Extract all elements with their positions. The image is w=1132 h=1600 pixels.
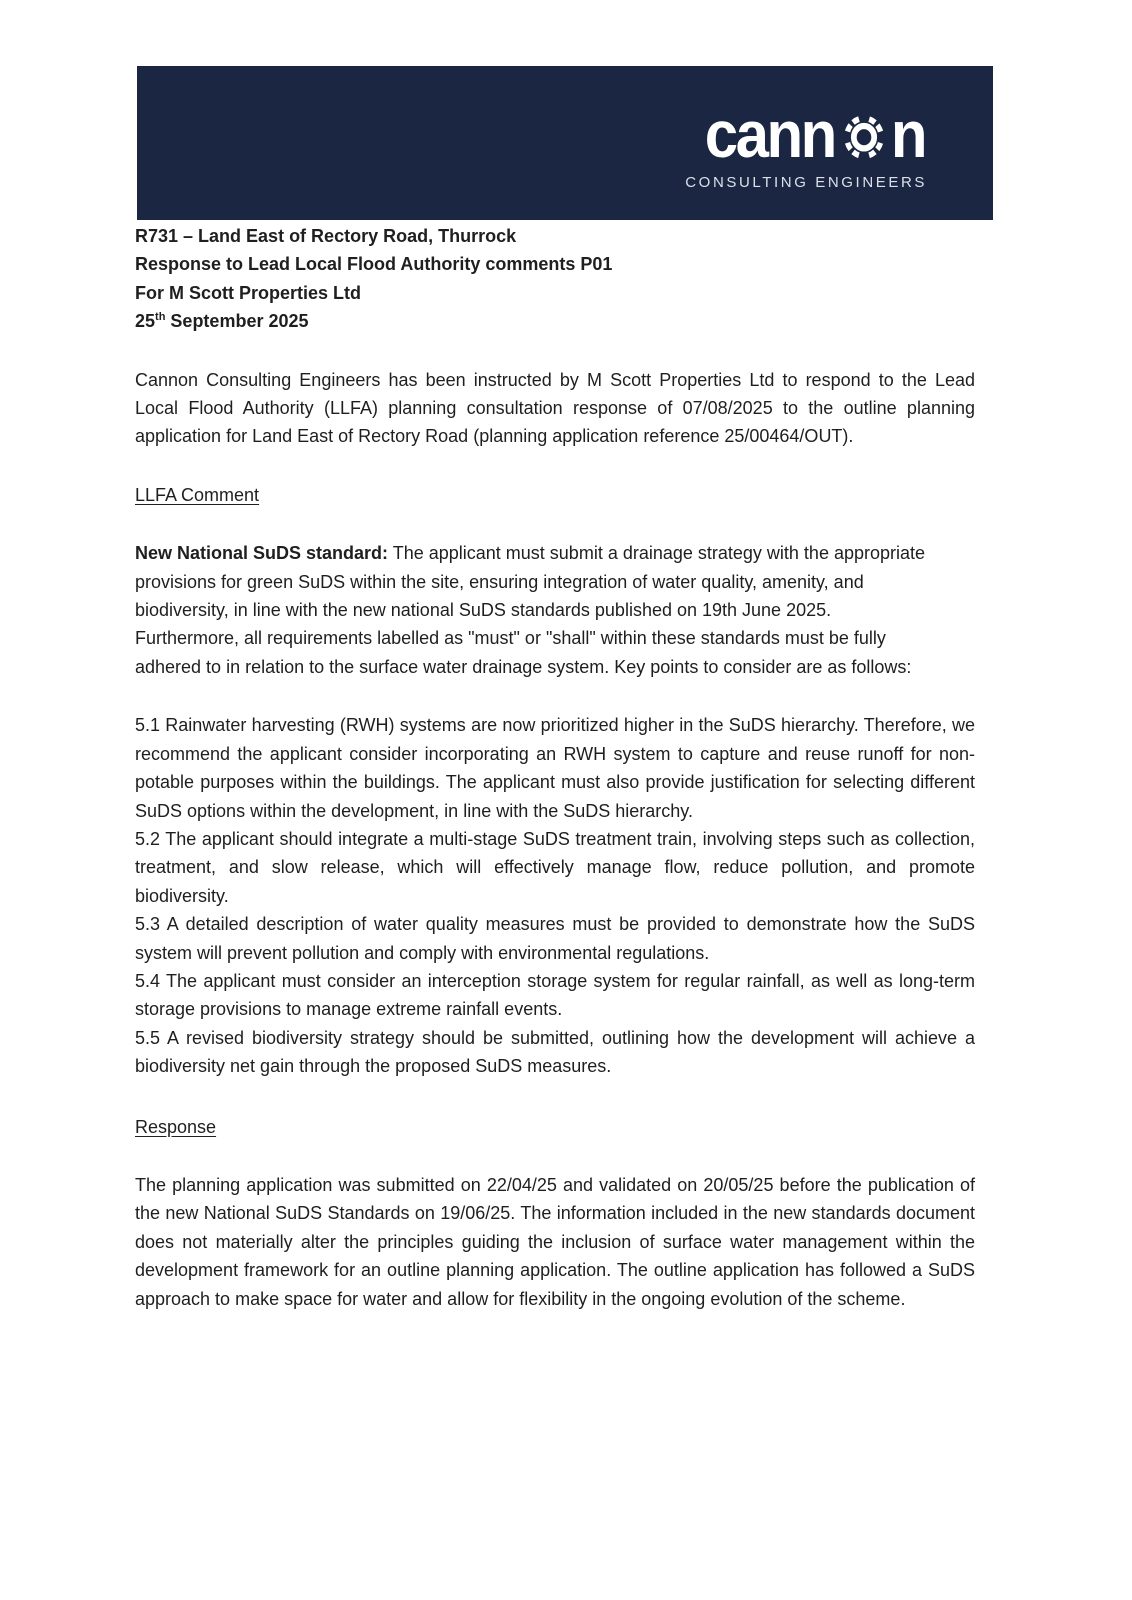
- gear-o-icon: [841, 112, 887, 163]
- suds-standard-label: New National SuDS standard:: [135, 543, 389, 564]
- point-5-4: 5.4 The applicant must consider an interception storage system for regular rainfall, as well as long-term storage provisions to manage extreme rainfall events.: [135, 970, 975, 1020]
- point-5-2: 5.2 The applicant should integrate a multi-stage SuDS treatment train, involving steps such as collection, treatment, and slow release, which will effectively manage flow, reduce pollution, and promote biodiversity.: [135, 828, 975, 906]
- llfa-points-list: [135, 711, 975, 1080]
- logo-text-left: cann: [704, 97, 835, 172]
- date-day: 25: [135, 311, 156, 332]
- point-5-5: 5.5 A revised biodiversity strategy should be submitted, outlining how the development will achieve a biodiversity net gain through the proposed SuDS measures.: [135, 1027, 975, 1077]
- client-line: For M Scott Properties Ltd: [135, 282, 362, 303]
- project-reference-line: R731 – Land East of Rectory Road, Thurrock: [135, 226, 517, 246]
- date-ordinal: th: [155, 311, 166, 324]
- response-heading: Response: [135, 1116, 217, 1137]
- intro-paragraph: Cannon Consulting Engineers has been instructed by M Scott Properties Ltd to respond to the Lead Local Flood Authority (LLFA) planning consultation response of 07/08/2025 to the outline planning application for Land East of Rectory Road (planning application reference 25/00464/OUT).: [135, 369, 975, 447]
- suds-standard-paragraph: [135, 539, 940, 681]
- document-body: [135, 222, 975, 1343]
- document-date: [135, 307, 975, 335]
- company-logo: [685, 97, 927, 191]
- point-5-3: 5.3 A detailed description of water quality measures must be provided to demonstrate how the SuDS system will prevent pollution and comply with environmental regulations.: [135, 914, 975, 963]
- company-header: [137, 66, 993, 220]
- suds-standard-text: The applicant must submit a drainage strategy with the appropriate provisions for green SuDS within the site, ensuring integration of water quality, amenity, and biodiversity, in line with the new national SuDS standards published on 19th June 2025. Furthermore, all requirements labelled as "must" or "shall" within these standards must be fully adhered to in relation to the surface water drainage system. Key points to consider are as follows:: [135, 543, 926, 677]
- date-rest: September 2025: [165, 311, 309, 332]
- title-block: [135, 222, 975, 336]
- document-title-line: Response to Lead Local Flood Authority comments P01: [135, 254, 613, 275]
- logo-text-right: n: [890, 97, 925, 172]
- point-5-1: 5.1 Rainwater harvesting (RWH) systems are now prioritized higher in the SuDS hierarchy. Therefore, we recommend the applicant consider incorporating an RWH system to capture and reuse runoff for non-potable purposes within the buildings. The applicant must also provide justification for selecting different SuDS options within the development, in line with the SuDS hierarchy.: [135, 715, 975, 821]
- company-tagline: CONSULTING ENGINEERS: [685, 174, 927, 191]
- response-paragraph: The planning application was submitted on 22/04/25 and validated on 20/05/25 before the publication of the new National SuDS Standards on 19/06/25. The information included in the new standards document does not materially alter the principles guiding the inclusion of surface water management within the development framework for an outline planning application. The outline application has followed a SuDS approach to make space for water and allow for flexibility in the ongoing evolution of the scheme.: [135, 1174, 975, 1309]
- llfa-comment-heading: LLFA Comment: [135, 484, 260, 505]
- logo-wordmark: [704, 97, 925, 172]
